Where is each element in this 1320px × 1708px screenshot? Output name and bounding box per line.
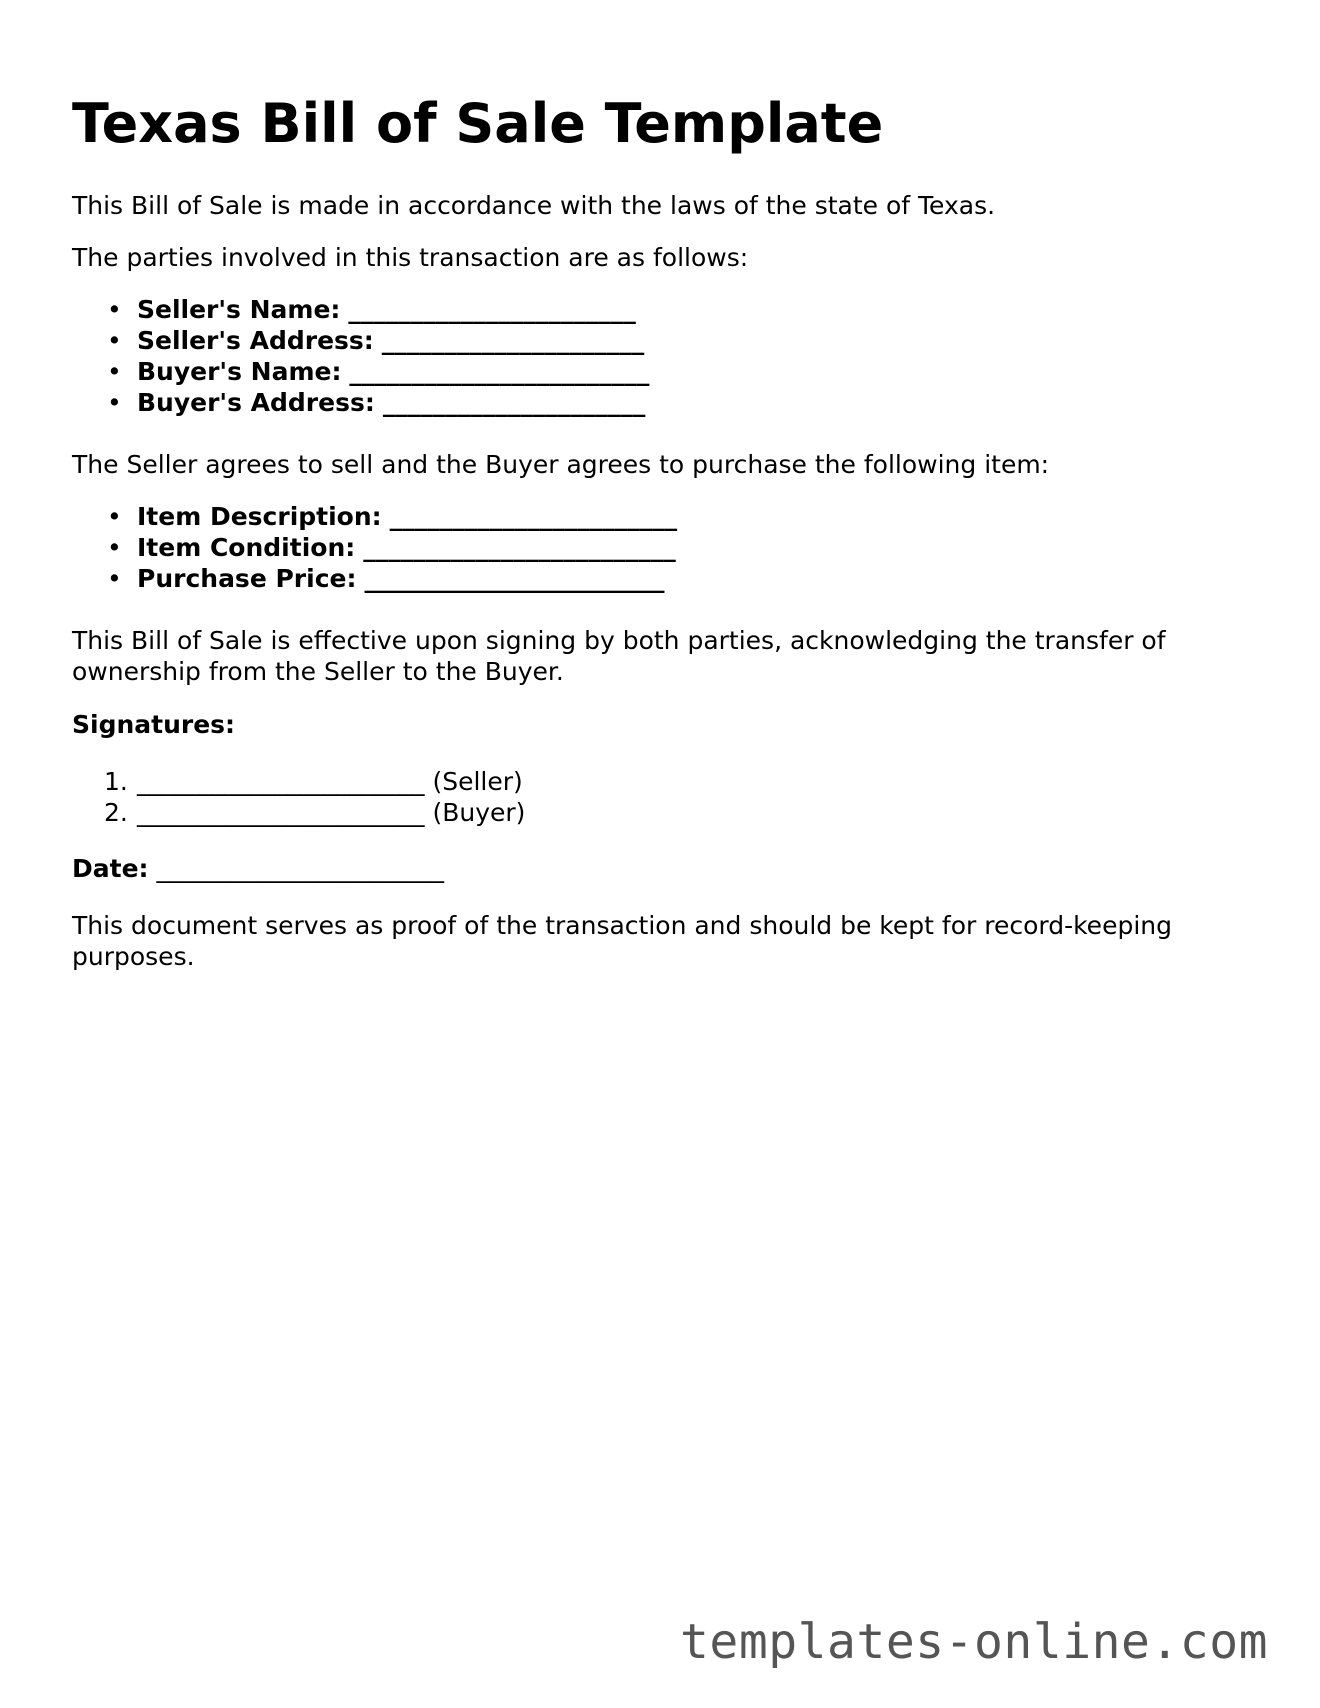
items-list [72,501,677,594]
signature-blank: _______________________ [137,767,425,796]
parties-list [72,294,649,418]
bullet-icon: • [107,326,122,355]
list-number: 2. [104,798,128,827]
field-blank: _____________________ [381,326,645,355]
bullet-icon: • [107,564,122,593]
parties-intro: The parties involved in this transaction are as follows: [72,243,749,272]
list-item-sellers-name [72,294,649,325]
list-number: 1. [104,767,128,796]
date-line [72,853,1232,884]
list-item-sellers-address [72,325,649,356]
signature-line-seller [72,766,525,797]
field-label: Buyer's Address: [137,388,375,417]
list-item-item-description [72,501,677,532]
page-title: Texas Bill of Sale Template [72,92,884,155]
field-label: Purchase Price: [137,564,357,593]
signature-line-buyer [72,797,525,828]
item-intro: The Seller agrees to sell and the Buyer agrees to purchase the following item: [72,450,1050,479]
watermark-logo: templates-online.com [680,1614,1268,1670]
field-blank: _______________________ [389,502,678,531]
field-blank: _____________________ [382,388,646,417]
field-label: Seller's Address: [137,326,374,355]
signature-role: (Buyer) [432,798,526,827]
signatures-heading: Signatures: [72,710,236,739]
signatures-list [72,766,525,828]
bullet-icon: • [107,533,122,562]
list-item-item-condition [72,532,677,563]
closing-paragraph: This document serves as proof of the transaction and should be kept for record-keeping purposes. [72,911,1172,971]
date-label: Date: [72,854,149,883]
bullet-icon: • [107,295,122,324]
effective-paragraph: This Bill of Sale is effective upon signing by both parties, acknowledging the transfer of ownership from the Seller to the Buyer. [72,626,1166,686]
bullet-icon: • [107,502,122,531]
field-label: Seller's Name: [137,295,341,324]
field-blank: _______________________ [348,295,636,324]
intro-paragraph: This Bill of Sale is made in accordance with the laws of the state of Texas. [72,191,996,220]
field-label: Item Condition: [137,533,356,562]
signature-blank: _______________________ [137,798,425,827]
field-blank: ________________________ [349,357,650,386]
list-item-buyers-address [72,387,649,418]
signature-role: (Seller) [432,767,523,796]
field-blank: _________________________ [363,533,676,562]
field-blank: ________________________ [364,564,665,593]
field-label: Buyer's Name: [137,357,342,386]
bullet-icon: • [107,388,122,417]
list-item-buyers-name [72,356,649,387]
list-item-purchase-price [72,563,677,594]
date-blank: _______________________ [156,854,444,883]
bullet-icon: • [107,357,122,386]
field-label: Item Description: [137,502,382,531]
